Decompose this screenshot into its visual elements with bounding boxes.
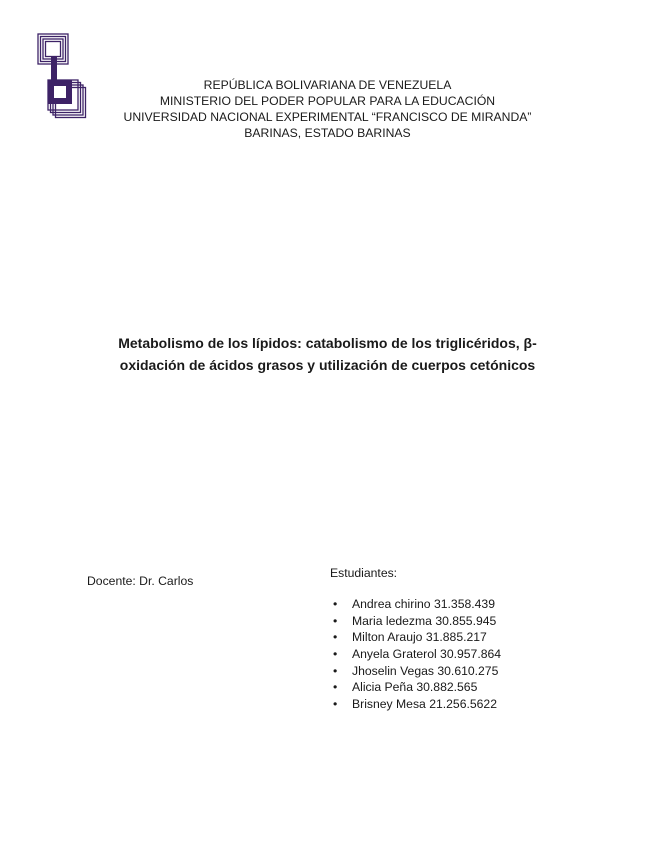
list-item xyxy=(330,629,501,646)
list-item xyxy=(330,663,501,680)
bullet-icon: • xyxy=(333,613,338,628)
student-name: Anyela Graterol 30.957.864 xyxy=(352,647,502,662)
list-item xyxy=(330,613,501,630)
list-item xyxy=(330,679,501,696)
header-line-university: UNIVERSIDAD NACIONAL EXPERIMENTAL “FRANCISCO DE MIRANDA” xyxy=(123,110,532,124)
list-item xyxy=(330,646,501,663)
document-title xyxy=(80,332,575,376)
title-line-2: oxidación de ácidos grasos y utilización de cuerpos cetónicos xyxy=(119,357,536,373)
student-name: Jhoselin Vegas 30.610.275 xyxy=(352,663,499,678)
header-line-country: REPÚBLICA BOLIVARIANA DE VENEZUELA xyxy=(203,78,452,92)
title-line-1: Metabolismo de los lípidos: catabolismo de los triglicéridos, β- xyxy=(118,335,537,351)
list-item xyxy=(330,696,501,713)
student-name: Alicia Peña 30.882.565 xyxy=(352,680,478,695)
institution-header xyxy=(0,77,655,141)
bullet-icon: • xyxy=(333,680,338,695)
bullet-icon: • xyxy=(333,630,338,645)
bullet-icon: • xyxy=(333,663,338,678)
bullet-icon: • xyxy=(333,697,338,712)
bullet-icon: • xyxy=(333,647,338,662)
students-list xyxy=(330,596,501,713)
header-line-ministry: MINISTERIO DEL PODER POPULAR PARA LA EDUCACIÓN xyxy=(159,94,496,108)
student-name: Milton Araujo 31.885.217 xyxy=(352,630,487,645)
estudiantes-label: Estudiantes: xyxy=(330,566,398,580)
bullet-icon: • xyxy=(333,597,338,611)
header-line-location: BARINAS, ESTADO BARINAS xyxy=(244,126,411,140)
student-name: Maria ledezma 30.855.945 xyxy=(352,613,497,628)
list-item xyxy=(330,596,501,613)
student-name: Brisney Mesa 21.256.5622 xyxy=(352,697,497,712)
student-name: Andrea chirino 31.358.439 xyxy=(352,597,495,611)
docente-label: Docente: Dr. Carlos xyxy=(87,574,194,588)
